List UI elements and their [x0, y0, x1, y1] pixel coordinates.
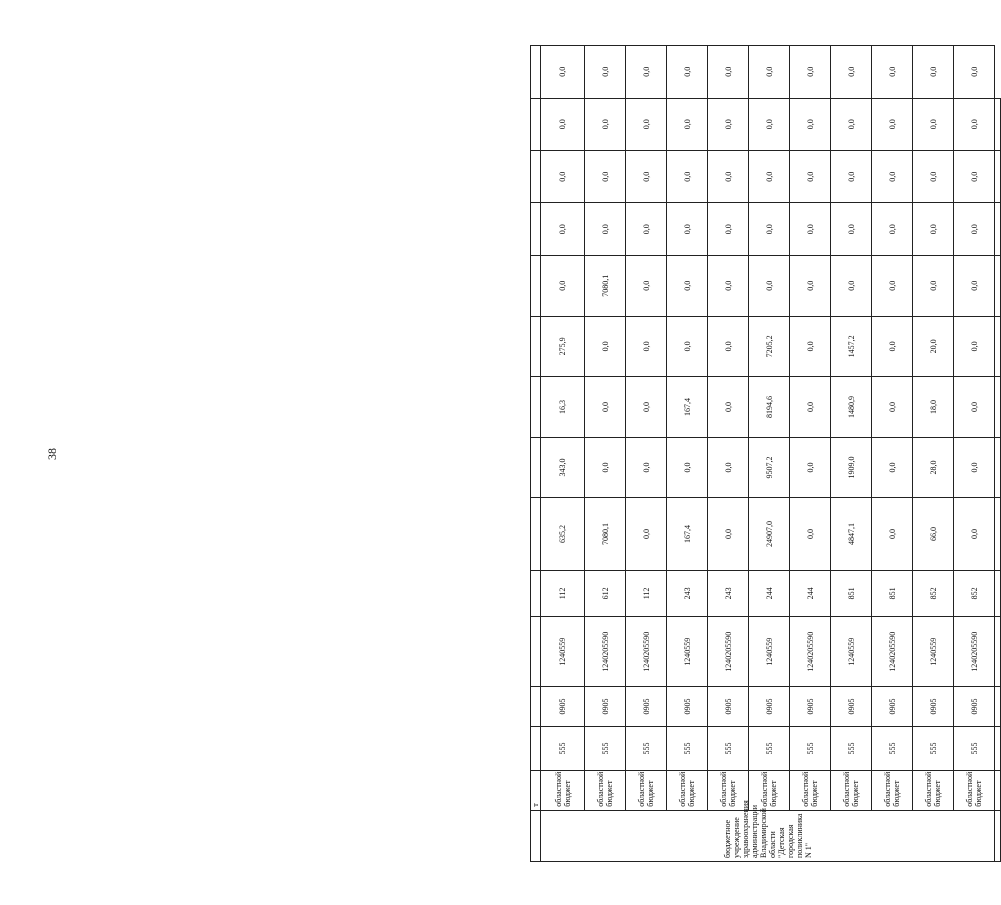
value-cell: 0,0 [749, 46, 790, 99]
value-cell: 0,0 [708, 151, 749, 203]
value-cell: 0,0 [790, 316, 831, 377]
code-cell: 555 [667, 726, 708, 770]
value-cell: 0,0 [749, 255, 790, 316]
target-article-cell: 1240205590 [708, 617, 749, 687]
value-cell: 9507,2 [749, 437, 790, 498]
value-cell: 7205,2 [749, 316, 790, 377]
value-cell: 0,0 [708, 437, 749, 498]
code-cell: 555 [749, 726, 790, 770]
table-row [831, 46, 872, 862]
value-cell: 0,0 [626, 46, 667, 99]
value-cell: 0,0 [872, 437, 913, 498]
table-row [872, 46, 913, 862]
value-cell: 0,0 [749, 151, 790, 203]
expense-type-cell: 612 [585, 570, 626, 617]
blank-cell [995, 810, 1001, 861]
funding-source-cell: областной бюджет [749, 771, 790, 811]
expense-type-cell: 244 [790, 570, 831, 617]
table-row [667, 46, 708, 862]
value-cell: 0,0 [913, 98, 954, 150]
value-cell: 0,0 [872, 316, 913, 377]
target-article-cell: 1240559 [913, 617, 954, 687]
blank-cell [995, 687, 1001, 727]
section-cell: 0905 [954, 687, 995, 727]
value-cell: 0,0 [954, 151, 995, 203]
funding-source-cell: областной бюджет [872, 771, 913, 811]
value-cell: 0,0 [667, 46, 708, 99]
table-body [531, 46, 1001, 862]
value-cell: 0,0 [585, 316, 626, 377]
table-row [913, 46, 954, 862]
value-cell: 66,0 [913, 498, 954, 570]
value-cell: 0,0 [954, 437, 995, 498]
value-cell: 0,0 [790, 46, 831, 99]
blank-cell [531, 687, 541, 727]
value-cell: 0,0 [541, 98, 585, 150]
code-cell: 555 [541, 726, 585, 770]
section-cell: 0905 [667, 687, 708, 727]
value-cell: 0,0 [790, 98, 831, 150]
section-cell: 0905 [872, 687, 913, 727]
expense-type-cell: 852 [913, 570, 954, 617]
value-cell: 275,9 [541, 316, 585, 377]
rotated-table-sheet [530, 45, 992, 905]
value-cell: 0,0 [585, 46, 626, 99]
value-cell: 0,0 [790, 255, 831, 316]
section-cell: 0905 [831, 687, 872, 727]
value-cell: 0,0 [913, 151, 954, 203]
expense-type-cell: 112 [541, 570, 585, 617]
value-cell: 0,0 [585, 203, 626, 255]
value-cell: 0,0 [626, 498, 667, 570]
table-row [541, 46, 585, 862]
value-cell: 0,0 [585, 98, 626, 150]
expense-type-cell: 852 [954, 570, 995, 617]
section-cell: 0905 [749, 687, 790, 727]
value-cell: 0,0 [541, 151, 585, 203]
blank-cell [531, 810, 541, 861]
funding-source-cell: областной бюджет [954, 771, 995, 811]
blank-cell [995, 151, 1001, 203]
blank-cell [531, 255, 541, 316]
value-cell: 28,0 [913, 437, 954, 498]
value-cell: 0,0 [954, 203, 995, 255]
blank-cell [531, 617, 541, 687]
value-cell: 0,0 [913, 46, 954, 99]
value-cell: 0,0 [626, 377, 667, 438]
table-row-spacer [995, 46, 1001, 862]
value-cell: 0,0 [708, 498, 749, 570]
value-cell: 4847,1 [831, 498, 872, 570]
section-cell: 0905 [541, 687, 585, 727]
funding-source-cell: областной бюджет [626, 771, 667, 811]
target-article-cell: 1240205590 [585, 617, 626, 687]
value-cell: 167,4 [667, 377, 708, 438]
target-article-cell: 1240205590 [626, 617, 667, 687]
funding-source-cell: областной бюджет [831, 771, 872, 811]
value-cell: 0,0 [626, 316, 667, 377]
target-article-cell: 1240559 [667, 617, 708, 687]
value-cell: 0,0 [541, 203, 585, 255]
value-cell: 167,4 [667, 498, 708, 570]
value-cell: 0,0 [831, 203, 872, 255]
blank-cell [995, 255, 1001, 316]
code-cell: 555 [913, 726, 954, 770]
table-row [954, 46, 995, 862]
blank-cell [531, 316, 541, 377]
value-cell: 0,0 [872, 46, 913, 99]
value-cell: 0,0 [585, 437, 626, 498]
value-cell: 0,0 [790, 498, 831, 570]
funding-source-cell: областной бюджет [708, 771, 749, 811]
value-cell: 0,0 [872, 498, 913, 570]
value-cell: 0,0 [667, 316, 708, 377]
value-cell: 1480,9 [831, 377, 872, 438]
value-cell: 20,0 [913, 316, 954, 377]
value-cell: 0,0 [749, 203, 790, 255]
value-cell: 0,0 [872, 255, 913, 316]
expense-type-cell: 244 [749, 570, 790, 617]
value-cell: 0,0 [954, 316, 995, 377]
value-cell: 0,0 [708, 316, 749, 377]
value-cell: 1909,0 [831, 437, 872, 498]
funding-source-cell: областной бюджет [913, 771, 954, 811]
value-cell: 0,0 [541, 46, 585, 99]
value-cell: 0,0 [585, 377, 626, 438]
expense-type-cell: 243 [667, 570, 708, 617]
code-cell: 555 [790, 726, 831, 770]
expense-type-cell: 851 [831, 570, 872, 617]
table-row [708, 46, 749, 862]
target-article-cell: 1240559 [541, 617, 585, 687]
code-cell: 555 [708, 726, 749, 770]
value-cell: 0,0 [626, 437, 667, 498]
blank-cell [995, 203, 1001, 255]
value-cell: 0,0 [708, 98, 749, 150]
value-cell: 0,0 [790, 151, 831, 203]
value-cell: 0,0 [708, 203, 749, 255]
value-cell: 18,0 [913, 377, 954, 438]
section-cell: 0905 [585, 687, 626, 727]
blank-cell [995, 726, 1001, 770]
value-cell: 0,0 [708, 255, 749, 316]
expense-type-cell: 112 [626, 570, 667, 617]
blank-cell [995, 570, 1001, 617]
value-cell: 0,0 [831, 255, 872, 316]
funding-source-cell: областной бюджет [667, 771, 708, 811]
code-cell: 555 [626, 726, 667, 770]
blank-cell [995, 377, 1001, 438]
expense-type-cell: 851 [872, 570, 913, 617]
blank-cell [531, 437, 541, 498]
blank-cell [995, 316, 1001, 377]
value-cell: 8194,6 [749, 377, 790, 438]
section-cell: 0905 [626, 687, 667, 727]
value-cell: 7080,1 [585, 498, 626, 570]
value-cell: 0,0 [749, 98, 790, 150]
value-cell: 0,0 [831, 46, 872, 99]
value-cell: 0,0 [626, 98, 667, 150]
value-cell: 24907,0 [749, 498, 790, 570]
value-cell: 7080,1 [585, 255, 626, 316]
blank-cell [995, 437, 1001, 498]
table-row [626, 46, 667, 862]
code-cell: 555 [831, 726, 872, 770]
code-cell: 555 [872, 726, 913, 770]
value-cell: 0,0 [790, 203, 831, 255]
target-article-cell: 1240559 [831, 617, 872, 687]
blank-cell [531, 151, 541, 203]
value-cell: 0,0 [913, 203, 954, 255]
table-row-top [531, 46, 541, 862]
value-cell: 0,0 [872, 151, 913, 203]
value-cell: 343,0 [541, 437, 585, 498]
blank-cell [995, 617, 1001, 687]
value-cell: 0,0 [954, 255, 995, 316]
value-cell: 0,0 [708, 377, 749, 438]
code-cell: 555 [585, 726, 626, 770]
value-cell: 0,0 [667, 151, 708, 203]
value-cell: 16,3 [541, 377, 585, 438]
value-cell: 0,0 [954, 498, 995, 570]
blank-cell [531, 98, 541, 150]
value-cell: 0,0 [626, 255, 667, 316]
section-cell: 0905 [708, 687, 749, 727]
value-cell: 0,0 [954, 98, 995, 150]
value-cell: 0,0 [585, 151, 626, 203]
value-cell: 0,0 [831, 98, 872, 150]
target-article-cell: 1240205590 [872, 617, 913, 687]
funding-source-cell: областной бюджет [585, 771, 626, 811]
page-number: 38 [45, 448, 59, 460]
value-cell: 0,0 [667, 255, 708, 316]
blank-cell [531, 726, 541, 770]
value-cell: 0,0 [872, 98, 913, 150]
value-cell: 0,0 [831, 151, 872, 203]
blank-cell [531, 203, 541, 255]
section-cell: 0905 [790, 687, 831, 727]
value-cell: 0,0 [872, 203, 913, 255]
blank-cell [531, 498, 541, 570]
value-cell: 0,0 [667, 203, 708, 255]
blank-cell [531, 570, 541, 617]
table-row [585, 46, 626, 862]
funding-source-cell: областной бюджет [790, 771, 831, 811]
funding-source-cell: т [531, 771, 541, 811]
value-cell: 0,0 [913, 255, 954, 316]
target-article-cell: 1240205590 [954, 617, 995, 687]
value-cell: 0,0 [708, 46, 749, 99]
value-cell: 0,0 [954, 377, 995, 438]
value-cell: 0,0 [667, 98, 708, 150]
value-cell: 0,0 [954, 46, 995, 99]
institution-description-cell: бюджетное учреждение здравоохранения администрации Владимирской области "Детская городская поликлиника N 1" [541, 810, 995, 861]
table-row [749, 46, 790, 862]
value-cell: 0,0 [790, 377, 831, 438]
value-cell: 635,2 [541, 498, 585, 570]
expense-type-cell: 243 [708, 570, 749, 617]
blank-cell [995, 98, 1001, 150]
funding-source-cell: областной бюджет [541, 771, 585, 811]
target-article-cell: 1240559 [749, 617, 790, 687]
value-cell: 1457,2 [831, 316, 872, 377]
value-cell: 0,0 [541, 255, 585, 316]
value-cell: 0,0 [626, 151, 667, 203]
blank-cell [995, 771, 1001, 811]
code-cell: 555 [954, 726, 995, 770]
blank-cell [531, 377, 541, 438]
value-cell: 0,0 [790, 437, 831, 498]
value-cell: 0,0 [626, 203, 667, 255]
value-cell: 0,0 [872, 377, 913, 438]
table-row [790, 46, 831, 862]
section-cell: 0905 [913, 687, 954, 727]
target-article-cell: 1240205590 [790, 617, 831, 687]
blank-cell [531, 46, 541, 99]
value-cell: 0,0 [667, 437, 708, 498]
budget-table [530, 45, 1001, 862]
blank-cell [995, 498, 1001, 570]
